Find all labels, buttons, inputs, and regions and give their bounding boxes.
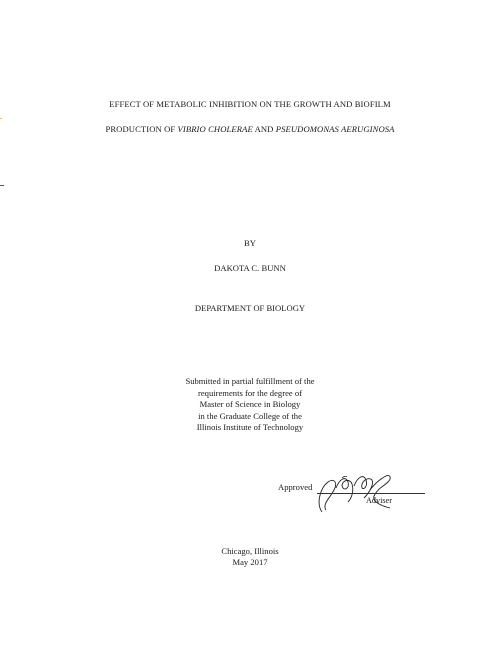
submission-date: May 2017: [232, 557, 268, 567]
author-name: DAKOTA C. BUNN: [214, 263, 286, 273]
scan-artifact: [0, 118, 2, 119]
submission-line: Illinois Institute of Technology: [196, 422, 304, 432]
submission-line: requirements for the degree of: [197, 387, 303, 398]
title-text: PRODUCTION OF: [105, 124, 178, 134]
species-name: VIBRIO CHOLERAE: [177, 124, 253, 134]
submission-line: Master of Science in Biology: [199, 399, 301, 409]
submission-line: Submitted in partial fulfillment of the: [185, 376, 315, 386]
submission-line: in the Graduate College of the: [198, 410, 302, 421]
advisor-label: Adviser: [366, 496, 392, 505]
department-name: DEPARTMENT OF BIOLOGY: [194, 303, 306, 313]
by-label: BY: [244, 238, 256, 248]
species-name: PSEUDOMONAS AERUGINOSA: [275, 124, 395, 134]
title-text: AND: [252, 124, 276, 134]
approved-label: Approved: [278, 482, 313, 492]
signature-line: [317, 493, 425, 494]
thesis-title-line-1: EFFECT OF METABOLIC INHIBITION ON THE GROWTH AND BIOFILM: [109, 99, 391, 109]
scan-artifact: [0, 185, 4, 186]
submission-statement: [0, 376, 500, 434]
thesis-title-line-2: [0, 124, 500, 134]
location: Chicago, Illinois: [221, 546, 279, 556]
